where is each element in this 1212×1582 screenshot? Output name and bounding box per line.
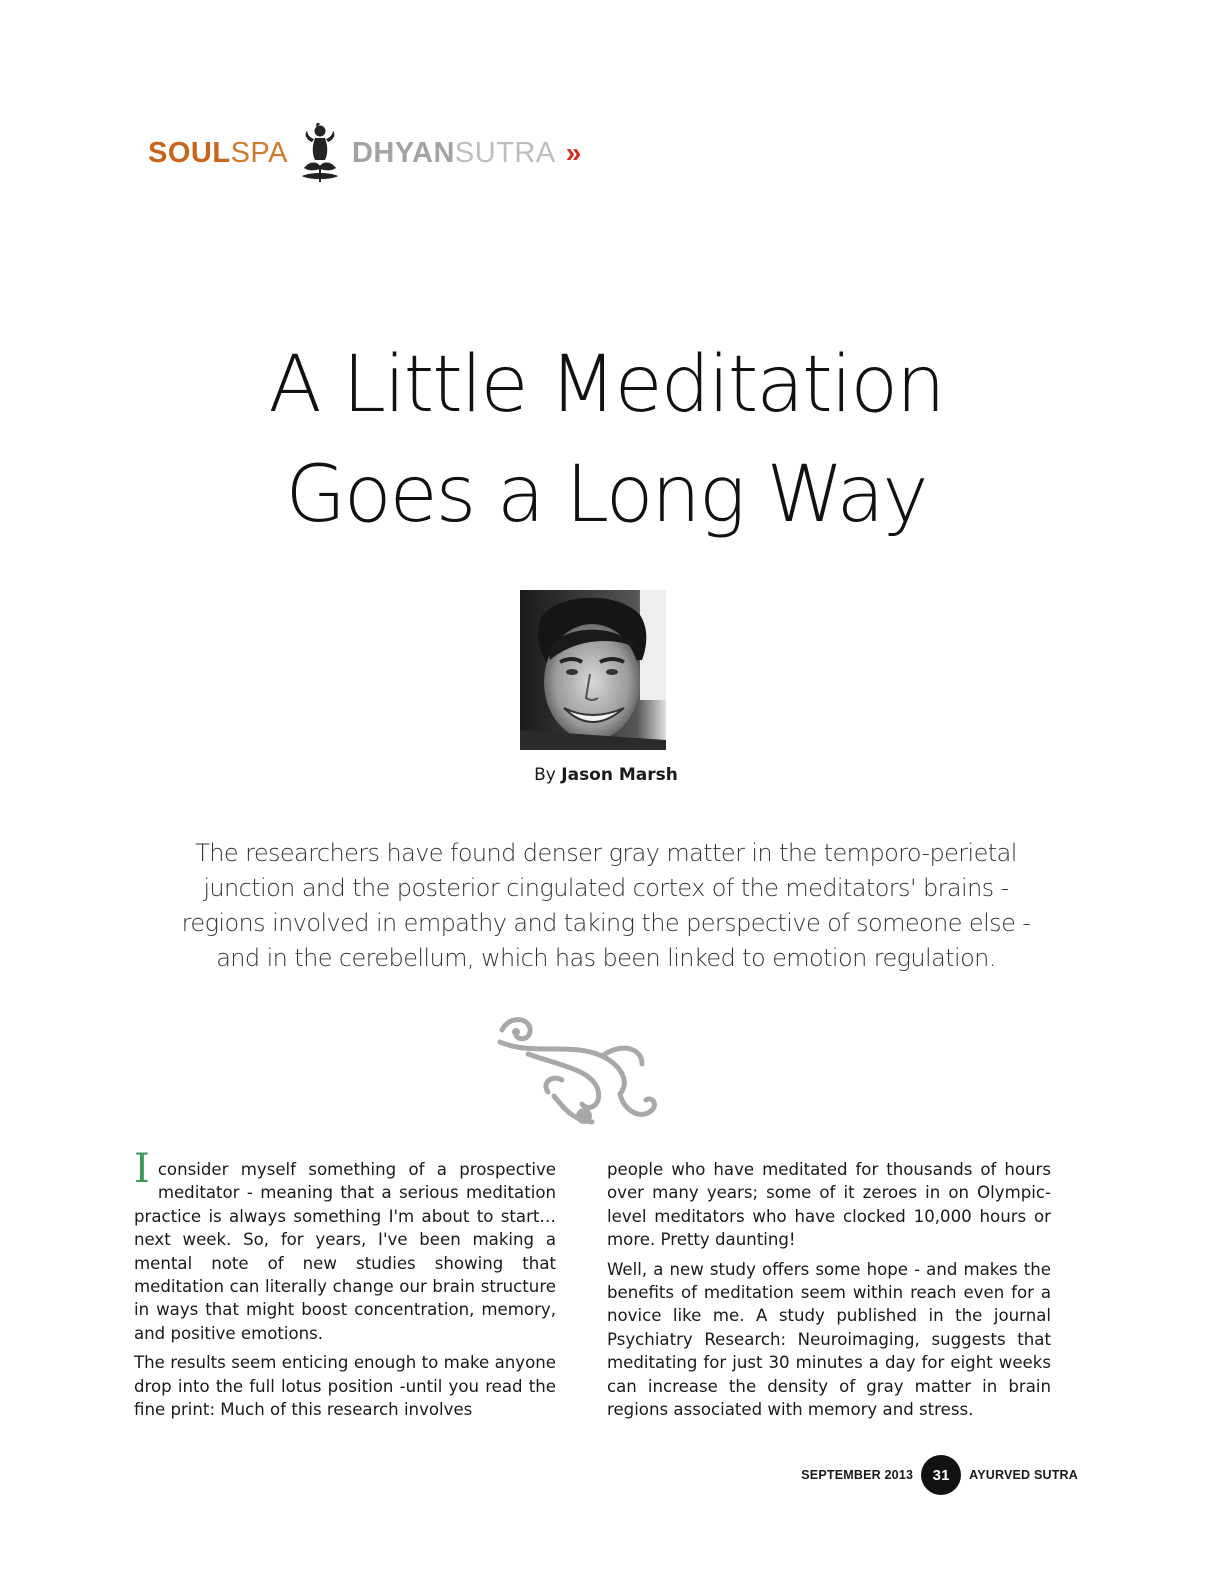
author-name: Jason Marsh (561, 765, 678, 785)
author-photo (520, 590, 666, 750)
body-paragraph (134, 1146, 556, 1345)
article-title (0, 330, 1212, 550)
page-footer (801, 1455, 1078, 1495)
body-paragraph: The results seem enticing enough to make anyone drop into the full lotus position -until you read the fine print: Much of this research involves (134, 1353, 556, 1420)
header-soul: SOUL (148, 136, 231, 169)
paragraph-text: consider myself something of a prospective meditator - meaning that a serious meditation practice is always something I'm about to start…next week. So, for years, I've been making a mental note of new studies showing that meditation can literally change our brain structure in ways that might boost concentration, memory, and positive emotions. (134, 1160, 556, 1343)
body-paragraph: people who have meditated for thousands of hours over many years; some of it zeroes in on Olympic-level meditators who have clocked 10,000 hours or more. Pretty daunting! (607, 1160, 1051, 1250)
section-header (148, 118, 577, 188)
page-number-badge: 31 (921, 1455, 961, 1495)
body-paragraph: Well, a new study offers some hope - and makes the benefits of meditation seem within reach even for a novice like me. A study published in the journal Psychiatry Research: Neuroimaging, suggests that meditating for just 30 minutes a day for eight weeks can increase the density of gray matter in brain regions associated with memory and stress. (607, 1259, 1051, 1420)
header-spa: SPA (230, 136, 288, 169)
title-line-1: A Little Meditation (268, 340, 944, 430)
meditating-figure-icon (298, 122, 342, 184)
chevron-right-icon: » (565, 137, 578, 168)
publication-name: AYURVED SUTRA (969, 1468, 1078, 1482)
article-deck: The researchers have found denser gray matter in the temporo-perietal junction and the posterior cingulated cortex of the meditators' brains - regions involved in empathy and taking the perspective of someone else - and in the cerebellum, which has been linked to emotion regulation. (181, 839, 1031, 972)
header-dhyan: DHYAN (351, 136, 455, 169)
author-portrait-image (520, 590, 666, 750)
byline-prefix: By (534, 765, 556, 785)
byline (0, 765, 1212, 785)
body-column-left (134, 1146, 556, 1427)
body-column-right (607, 1158, 1051, 1427)
title-line-2: Goes a Long Way (285, 450, 927, 540)
issue-date: SEPTEMBER 2013 (801, 1468, 914, 1482)
header-sutra: SUTRA (454, 136, 556, 169)
flourish-ornament-icon (492, 1012, 664, 1130)
drop-cap: I (134, 1146, 150, 1192)
